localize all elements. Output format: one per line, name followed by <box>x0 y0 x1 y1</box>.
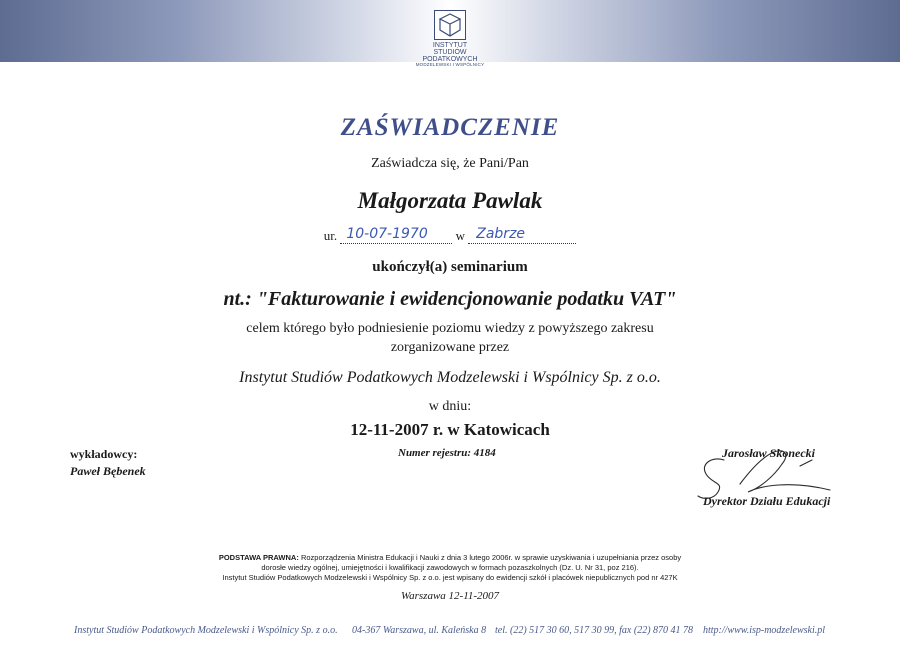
footer-website[interactable]: http://www.isp-modzelewski.pl <box>703 625 826 636</box>
legal-line <box>205 553 695 563</box>
legal-line: dorosłe wiedzy ogólnej, umiejętności i kwalifikacji zawodowych w formach pozaszkolnych (Dz. U. Nr 31, poz 216). <box>261 563 639 572</box>
in-label: w <box>455 228 465 243</box>
legal-text: Rozporządzenia Ministra Edukacji i Nauki z dnia 3 lutego 2006r. w sprawie uzyskiwania i uzupełniania przez osoby <box>300 553 682 562</box>
footer-address: 04-367 Warszawa, ul. Kaleńska 8 <box>352 625 487 636</box>
logo-text-line: PODATKOWYCH <box>422 56 478 63</box>
purpose-text: celem którego było podniesienie poziomu wiedzy z powyższego zakresu <box>246 321 654 336</box>
birth-row <box>0 228 900 244</box>
organized-by-text: zorganizowane przez <box>390 340 510 355</box>
cube-logo-icon <box>434 10 466 40</box>
certificate-title: ZAŚWIADCZENIE <box>340 114 560 141</box>
legal-label: PODSTAWA PRAWNA: <box>218 553 299 562</box>
recipient-name: Małgorzata Pawlak <box>357 188 543 213</box>
logo-text-line: INSTYTUT <box>432 42 468 49</box>
birth-place-field <box>468 226 576 244</box>
birth-date-field <box>340 226 452 244</box>
registration-number: Numer rejestru: 4184 <box>398 447 496 459</box>
completed-text: ukończył(a) seminarium <box>372 259 528 275</box>
footer-company: Instytut Studiów Podatkowych Modzelewski i Wspólnicy Sp. z o.o. <box>74 625 338 636</box>
seminar-topic: nt.: "Fakturowanie i ewidencjonowanie podatku VAT" <box>223 288 677 310</box>
birth-date-value: 10-07-1970 <box>346 226 428 242</box>
logo-text-line: STUDIÓW <box>433 49 467 56</box>
lecturer-name: Paweł Bębenek <box>70 464 146 478</box>
logo-text-line: MODZELEWSKI I WSPÓLNICY <box>415 62 485 67</box>
institute-logo <box>400 10 500 68</box>
institute-name: Instytut Studiów Podatkowych Modzelewski i Wspólnicy Sp. z o.o. <box>239 369 661 386</box>
lecturers-label: wykładowcy: <box>70 447 138 461</box>
certifies-text: Zaświadcza się, że Pani/Pan <box>371 156 529 171</box>
on-day-label: w dniu: <box>428 399 472 414</box>
legal-line: Instytut Studiów Podatkowych Modzelewski i Wspólnicy Sp. z o.o. jest wpisany do ewidencji szkół i placówek niepublicznych pod nr 427K <box>222 573 678 582</box>
birth-place-value: Zabrze <box>476 226 526 242</box>
footer-phones: tel. (22) 517 30 60, 517 30 99, fax (22) 870 41 78 <box>495 625 694 636</box>
director-title: Dyrektor Działu Edukacji <box>703 494 831 508</box>
born-label: ur. <box>323 228 338 243</box>
issue-place-date: Warszawa 12-11-2007 <box>400 590 500 602</box>
director-name: Jarosław Skonecki <box>722 446 816 460</box>
seminar-date-place: 12-11-2007 r. w Katowicach <box>350 420 550 439</box>
legal-basis <box>205 553 695 583</box>
